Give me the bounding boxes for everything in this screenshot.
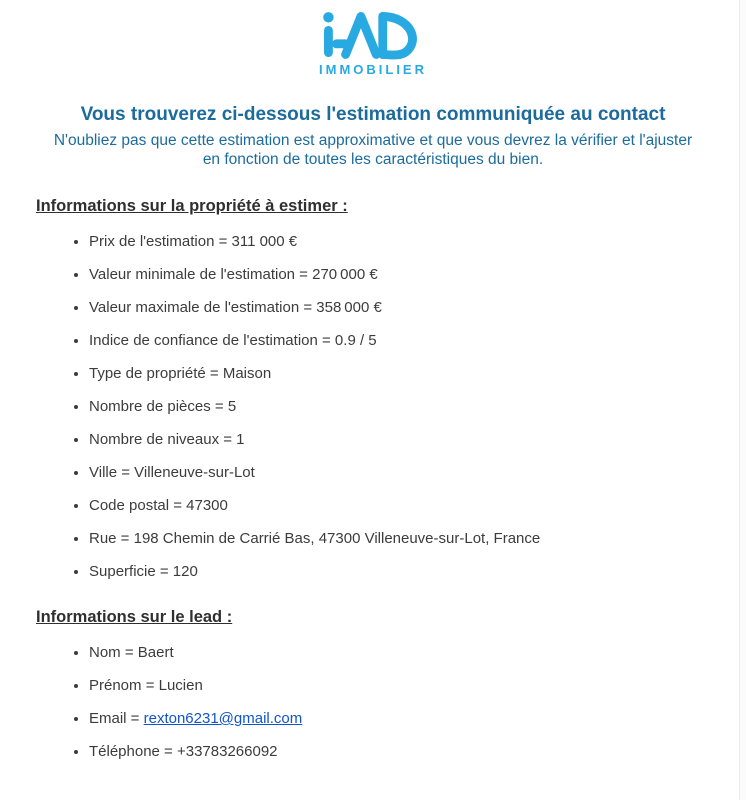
section-heading-property: Informations sur la propriété à estimer : — [36, 197, 348, 215]
list-item-levels: • Nombre de niveaux = 1 — [89, 431, 710, 449]
section-heading-lead: Informations sur le lead : — [36, 608, 233, 626]
property-info-list — [36, 233, 710, 581]
page-title: Vous trouverez ci-dessous l'estimation communiquée au contact — [80, 104, 666, 125]
page-edge-divider — [739, 0, 746, 800]
list-item-estimation-min: • Valeur minimale de l'estimation = 270 000 € — [89, 266, 710, 284]
list-item-street: • Rue = 198 Chemin de Carrié Bas, 47300 Villeneuve-sur-Lot, France — [89, 530, 710, 548]
list-item-estimation-price: • Prix de l'estimation = 311 000 € — [89, 233, 710, 251]
lead-info-list — [36, 644, 710, 761]
brand-logo — [0, 0, 746, 77]
list-item-city: • Ville = Villeneuve-sur-Lot — [89, 464, 710, 482]
email-link[interactable]: rexton6231@gmail.com — [143, 710, 303, 727]
list-item-estimation-max: • Valeur maximale de l'estimation = 358 000 € — [89, 299, 710, 317]
list-item-postal-code: • Code postal = 47300 — [89, 497, 710, 515]
header — [0, 104, 746, 169]
iad-logo-icon — [321, 10, 425, 60]
email-label: Email = — [89, 710, 144, 727]
list-item-surface: • Superficie = 120 — [89, 563, 710, 581]
list-item-rooms: • Nombre de pièces = 5 — [89, 398, 710, 416]
list-item-phone: • Téléphone = +33783266092 — [89, 743, 710, 761]
section-property-info — [36, 196, 710, 581]
list-item-first-name: • Prénom = Lucien — [89, 677, 710, 695]
list-item-last-name: • Nom = Baert — [89, 644, 710, 662]
list-item-confidence-index: • Indice de confiance de l'estimation = 0.9 / 5 — [89, 332, 710, 350]
list-item-property-type: • Type de propriété = Maison — [89, 365, 710, 383]
list-item-email — [89, 710, 710, 728]
page-subtitle: N'oubliez pas que cette estimation est approximative et que vous devrez la vérifier et l'ajuster en fonction de toutes les caractéristiques du bien. — [53, 132, 693, 168]
logo-wordmark: IMMOBILIER — [319, 62, 427, 77]
section-lead-info — [36, 607, 710, 761]
